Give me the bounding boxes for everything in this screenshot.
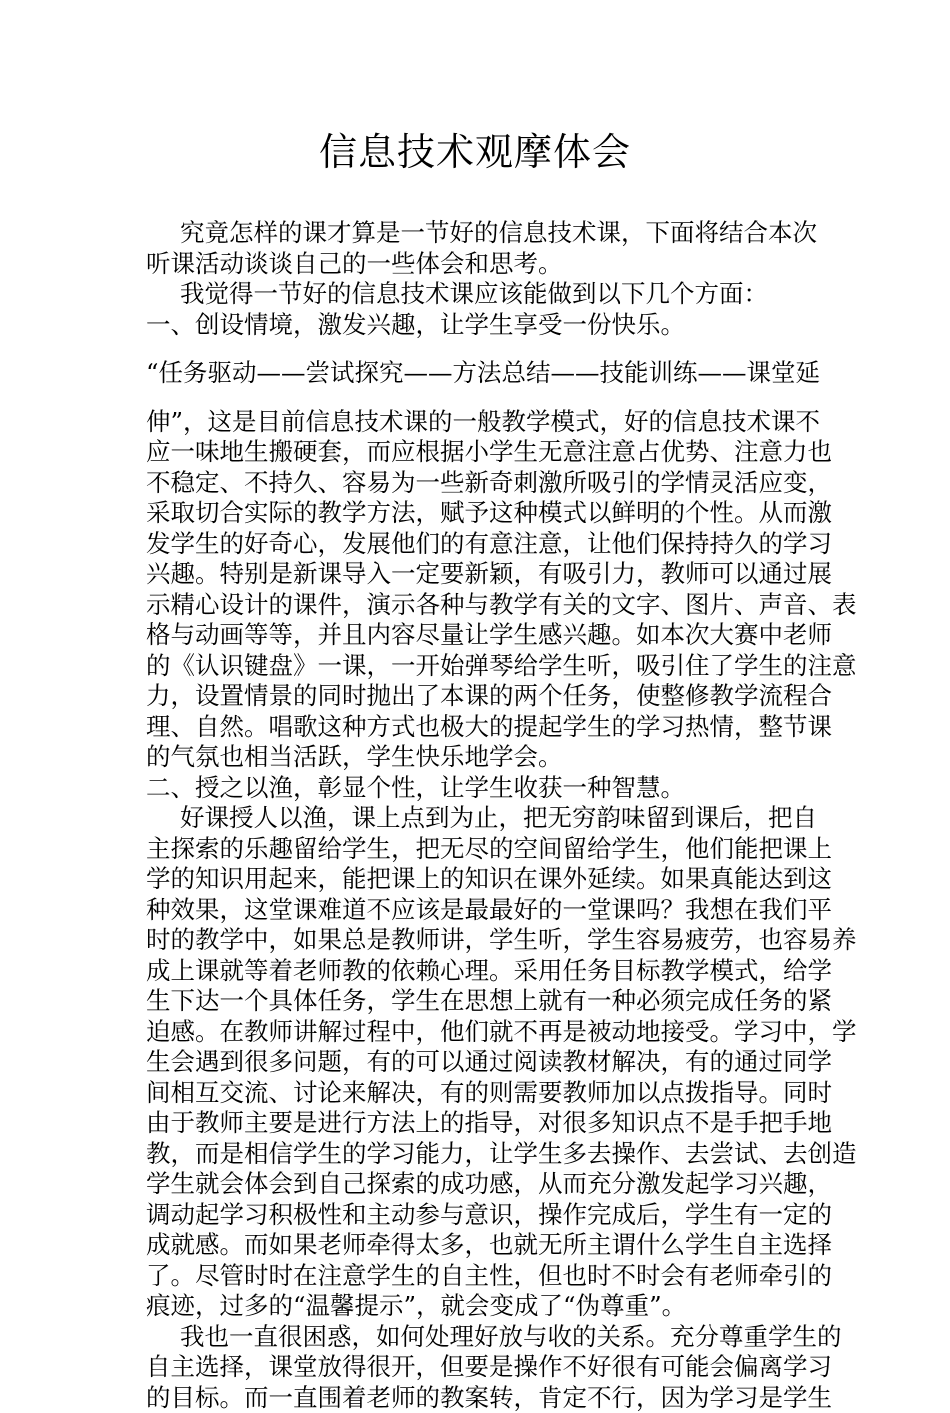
text-line: 学的知识用起来，能把课上的知识在课外延续。如果真能达到这 bbox=[146, 864, 810, 895]
text-line: 好课授人以渔，课上点到为止，把无穷韵味留到课后，把自 bbox=[146, 803, 810, 834]
text-line: 自主选择，课堂放得很开，但要是操作不好很有可能会偏离学习 bbox=[146, 1352, 810, 1383]
text-line: 成就感。而如果老师牵得太多，也就无所主谓什么学生自主选择 bbox=[146, 1230, 810, 1261]
text-line: 二、授之以渔，彰显个性，让学生收获一种智慧。 bbox=[146, 773, 810, 804]
text-line: 了。尽管时时在注意学生的自主性，但也时不时会有老师牵引的 bbox=[146, 1261, 810, 1292]
text-line: 迫感。在教师讲解过程中，他们就不再是被动地接受。学习中，学 bbox=[146, 1017, 810, 1048]
text-line: 成上课就等着老师教的依赖心理。采用任务目标教学模式，给学 bbox=[146, 956, 810, 987]
text-line: 时的教学中，如果总是教师讲，学生听，学生容易疲劳，也容易养 bbox=[146, 925, 810, 956]
text-line: 伸”，这是目前信息技术课的一般教学模式，好的信息技术课不 bbox=[146, 407, 810, 438]
text-line: 的目标。而一直围着老师的教案转，肯定不行，因为学习是学生 bbox=[146, 1383, 810, 1413]
text-line: 生会遇到很多问题，有的可以通过阅读教材解决，有的通过同学 bbox=[146, 1047, 810, 1078]
text-line: 理、自然。唱歌这种方式也极大的提起学生的学习热情，整节课 bbox=[146, 712, 810, 743]
text-line: 应一味地生搬硬套，而应根据小学生无意注意占优势、注意力也 bbox=[146, 437, 810, 468]
text-line: 学生就会体会到自己探索的成功感，从而充分激发起学习兴趣， bbox=[146, 1169, 810, 1200]
text-line: 发学生的好奇心，发展他们的有意注意，让他们保持持久的学习 bbox=[146, 529, 810, 560]
text-line: 不稳定、不持久、容易为一些新奇刺激所吸引的学情灵活应变， bbox=[146, 468, 810, 499]
text-line: 教，而是相信学生的学习能力，让学生多去操作、去尝试、去创造 bbox=[146, 1139, 810, 1170]
text-line: “任务驱动——尝试探究——方法总结——技能训练——课堂延 bbox=[146, 358, 810, 389]
document-title: 信息技术观摩体会 bbox=[0, 128, 950, 176]
text-line: 力，设置情景的同时抛出了本课的两个任务，使整修教学流程合 bbox=[146, 681, 810, 712]
text-line: 我也一直很困惑，如何处理好放与收的关系。充分尊重学生的 bbox=[146, 1322, 810, 1353]
text-line: 由于教师主要是进行方法上的指导，对很多知识点不是手把手地 bbox=[146, 1108, 810, 1139]
text-line: 听课活动谈谈自己的一些体会和思考。 bbox=[146, 249, 810, 280]
text-line: 示精心设计的课件，演示各种与教学有关的文字、图片、声音、表 bbox=[146, 590, 810, 621]
text-line: 我觉得一节好的信息技术课应该能做到以下几个方面： bbox=[146, 279, 810, 310]
text-line: 的气氛也相当活跃，学生快乐地学会。 bbox=[146, 742, 810, 773]
document-body bbox=[146, 218, 810, 1413]
text-line: 调动起学习积极性和主动参与意识，操作完成后，学生有一定的 bbox=[146, 1200, 810, 1231]
text-line: 间相互交流、讨论来解决，有的则需要教师加以点拨指导。同时 bbox=[146, 1078, 810, 1109]
text-line: 种效果，这堂课难道不应该是最最好的一堂课吗？我想在我们平 bbox=[146, 895, 810, 926]
text-line: 格与动画等等，并且内容尽量让学生感兴趣。如本次大赛中老师 bbox=[146, 620, 810, 651]
text-line: 采取切合实际的教学方法，赋予这种模式以鲜明的个性。从而激 bbox=[146, 498, 810, 529]
text-line: 生下达一个具体任务，学生在思想上就有一种必须完成任务的紧 bbox=[146, 986, 810, 1017]
text-line: 兴趣。特别是新课导入一定要新颖，有吸引力，教师可以通过展 bbox=[146, 559, 810, 590]
text-line: 痕迹，过多的“温馨提示”，就会变成了“伪尊重”。 bbox=[146, 1291, 810, 1322]
text-line: 主探索的乐趣留给学生，把无尽的空间留给学生，他们能把课上 bbox=[146, 834, 810, 865]
text-line: 一、创设情境，激发兴趣，让学生享受一份快乐。 bbox=[146, 310, 810, 341]
text-line: 究竟怎样的课才算是一节好的信息技术课，下面将结合本次 bbox=[146, 218, 810, 249]
text-line: 的《认识键盘》一课，一开始弹琴给学生听，吸引住了学生的注意 bbox=[146, 651, 810, 682]
